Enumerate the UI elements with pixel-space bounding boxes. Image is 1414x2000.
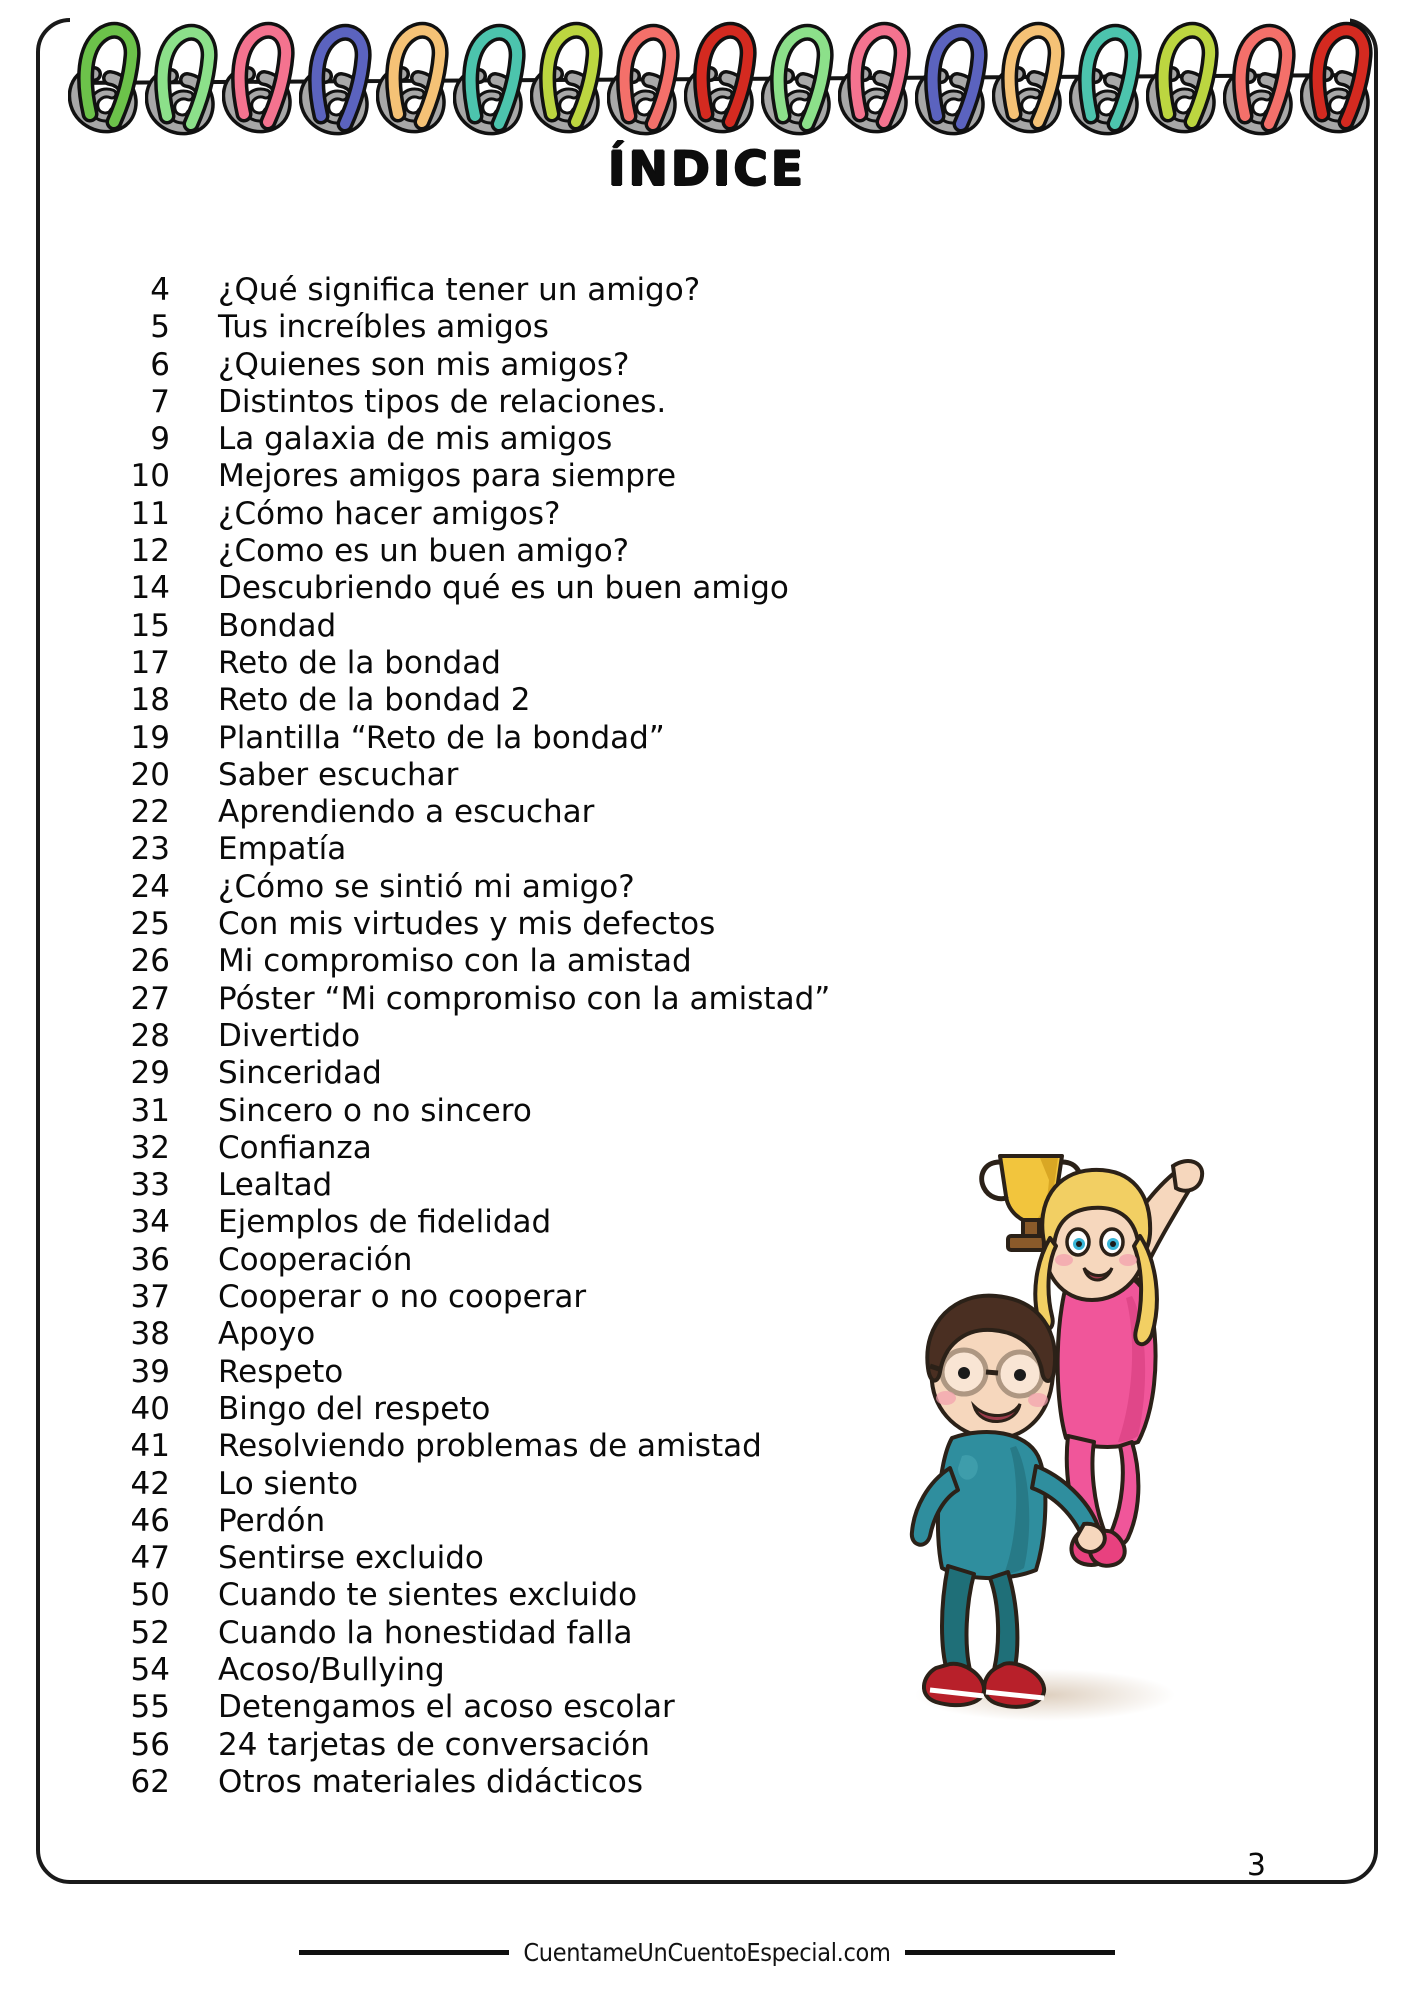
toc-entry-page: 18 bbox=[130, 682, 170, 719]
spiral-ring bbox=[222, 18, 296, 136]
toc-entry-label: Bondad bbox=[218, 607, 337, 644]
toc-entry-label: Sentirse excluido bbox=[218, 1540, 484, 1577]
footer-rule-right bbox=[905, 1950, 1115, 1955]
toc-entry-label: Cuando te sientes excluido bbox=[218, 1577, 638, 1614]
toc-entry-label: Saber escuchar bbox=[218, 756, 459, 793]
toc-entry-label: Mejores amigos para siempre bbox=[218, 458, 677, 495]
spiral-ring bbox=[1223, 20, 1297, 138]
toc-entry-label: Reto de la bondad 2 bbox=[218, 682, 531, 719]
toc-entry[interactable] bbox=[96, 421, 996, 458]
toc-entry-page: 7 bbox=[150, 383, 170, 420]
toc-entry-label: Perdón bbox=[218, 1502, 326, 1539]
toc-entry-label: Detengamos el acoso escolar bbox=[218, 1689, 675, 1726]
toc-entry-label: Sincero o no sincero bbox=[218, 1092, 532, 1129]
toc-entry-page: 41 bbox=[130, 1428, 170, 1465]
toc-entry-page: 52 bbox=[130, 1614, 170, 1651]
toc-entry-page: 36 bbox=[130, 1241, 170, 1278]
toc-entry-label: Resolviendo problemas de amistad bbox=[218, 1428, 762, 1465]
page-number: 3 bbox=[1246, 1848, 1266, 1883]
toc-entry[interactable] bbox=[96, 1727, 996, 1764]
toc-entry[interactable] bbox=[96, 458, 996, 495]
toc-entry-page: 26 bbox=[130, 943, 170, 980]
toc-entry-page: 29 bbox=[130, 1055, 170, 1092]
toc-entry-label: Cooperación bbox=[218, 1241, 413, 1278]
toc-entry-label: Aprendiendo a escuchar bbox=[218, 794, 595, 831]
footer-site-text: CuentameUnCuentoEspecial.com bbox=[523, 1938, 891, 1967]
spiral-ring bbox=[607, 20, 681, 138]
toc-entry[interactable] bbox=[96, 906, 996, 943]
toc-entry-page: 55 bbox=[130, 1689, 170, 1726]
page-title bbox=[0, 142, 1414, 197]
toc-entry[interactable] bbox=[96, 1018, 996, 1055]
toc-entry-label: Respeto bbox=[218, 1353, 344, 1390]
toc-entry-label: 24 tarjetas de conversación bbox=[218, 1726, 650, 1763]
toc-entry-page: 37 bbox=[130, 1279, 170, 1316]
toc-entry-page: 17 bbox=[130, 644, 170, 681]
toc-entry-label: Plantilla “Reto de la bondad” bbox=[218, 719, 665, 756]
toc-entry[interactable] bbox=[96, 272, 996, 309]
toc-entry-label: Otros materiales didácticos bbox=[218, 1763, 643, 1800]
spiral-ring bbox=[299, 20, 373, 138]
toc-entry-page: 10 bbox=[130, 458, 170, 495]
toc-entry-page: 33 bbox=[130, 1167, 170, 1204]
toc-entry[interactable] bbox=[96, 533, 996, 570]
toc-entry-label: Empatía bbox=[218, 831, 347, 868]
spiral-ring bbox=[145, 20, 219, 138]
toc-entry-page: 50 bbox=[130, 1577, 170, 1614]
toc-entry[interactable] bbox=[96, 645, 996, 682]
toc-entry-label: Lealtad bbox=[218, 1167, 333, 1204]
toc-entry-label: Acoso/Bullying bbox=[218, 1651, 445, 1688]
toc-entry-page: 34 bbox=[130, 1204, 170, 1241]
toc-entry[interactable] bbox=[96, 869, 996, 906]
toc-entry-label: La galaxia de mis amigos bbox=[218, 421, 613, 458]
toc-entry-page: 62 bbox=[130, 1763, 170, 1800]
toc-entry[interactable] bbox=[96, 309, 996, 346]
toc-entry-page: 20 bbox=[130, 756, 170, 793]
toc-entry-label: Distintos tipos de relaciones. bbox=[218, 383, 667, 420]
toc-entry[interactable] bbox=[96, 794, 996, 831]
spiral-ring bbox=[453, 20, 527, 138]
toc-entry-label: Descubriendo qué es un buen amigo bbox=[218, 570, 789, 607]
illustration-two-children-with-trophy bbox=[840, 1150, 1260, 1730]
spiral-ring bbox=[915, 20, 989, 138]
toc-entry-page: 56 bbox=[130, 1726, 170, 1763]
toc-entry-page: 12 bbox=[130, 533, 170, 570]
toc-entry[interactable] bbox=[96, 384, 996, 421]
toc-entry-page: 39 bbox=[130, 1353, 170, 1390]
toc-entry[interactable] bbox=[96, 570, 996, 607]
toc-entry-page: 47 bbox=[130, 1540, 170, 1577]
toc-entry-label: Mi compromiso con la amistad bbox=[218, 943, 692, 980]
toc-entry-label: Con mis virtudes y mis defectos bbox=[218, 906, 716, 943]
toc-entry-label: Lo siento bbox=[218, 1465, 359, 1502]
spiral-ring bbox=[1146, 18, 1220, 136]
spiral-ring bbox=[838, 18, 912, 136]
footer bbox=[0, 1938, 1414, 1967]
toc-entry-page: 4 bbox=[150, 272, 170, 308]
toc-entry-label: Póster “Mi compromiso con la amistad” bbox=[218, 980, 831, 1017]
toc-entry-page: 6 bbox=[150, 346, 170, 383]
toc-entry-page: 42 bbox=[130, 1465, 170, 1502]
toc-entry-label: ¿Como es un buen amigo? bbox=[218, 533, 630, 570]
toc-entry-label: ¿Qué significa tener un amigo? bbox=[218, 272, 701, 308]
spiral-ring bbox=[684, 18, 758, 136]
toc-entry-label: Bingo del respeto bbox=[218, 1390, 491, 1427]
toc-entry-label: Cooperar o no cooperar bbox=[218, 1279, 587, 1316]
toc-entry-page: 9 bbox=[150, 421, 170, 458]
toc-entry[interactable] bbox=[96, 608, 996, 645]
toc-entry[interactable] bbox=[96, 1764, 996, 1801]
toc-entry[interactable] bbox=[96, 757, 996, 794]
toc-entry-label: Ejemplos de fidelidad bbox=[218, 1204, 552, 1241]
toc-entry-label: Tus increíbles amigos bbox=[218, 309, 549, 346]
toc-entry-page: 22 bbox=[130, 794, 170, 831]
toc-entry-page: 46 bbox=[130, 1502, 170, 1539]
toc-entry-page: 38 bbox=[130, 1316, 170, 1353]
page-title-text: ÍNDICE bbox=[608, 142, 806, 197]
toc-entry-page: 31 bbox=[130, 1092, 170, 1129]
spiral-ring bbox=[992, 18, 1066, 136]
toc-entry-label: Divertido bbox=[218, 1017, 361, 1054]
spiral-ring bbox=[1069, 20, 1143, 138]
spiral-ring bbox=[1300, 18, 1374, 136]
toc-entry[interactable] bbox=[96, 347, 996, 384]
toc-entry-page: 15 bbox=[130, 607, 170, 644]
toc-entry-page: 40 bbox=[130, 1390, 170, 1427]
toc-entry[interactable] bbox=[96, 831, 996, 868]
spiral-binding bbox=[60, 14, 1360, 142]
spiral-ring bbox=[68, 18, 142, 136]
toc-entry-label: ¿Quienes son mis amigos? bbox=[218, 346, 630, 383]
toc-entry-page: 24 bbox=[130, 868, 170, 905]
toc-entry-label: Apoyo bbox=[218, 1316, 316, 1353]
spiral-ring bbox=[761, 20, 835, 138]
toc-entry-page: 28 bbox=[130, 1017, 170, 1054]
toc-entry-page: 27 bbox=[130, 980, 170, 1017]
toc-entry-label: Reto de la bondad bbox=[218, 644, 501, 681]
toc-entry[interactable] bbox=[96, 496, 996, 533]
toc-entry-page: 23 bbox=[130, 831, 170, 868]
spiral-ring bbox=[530, 18, 604, 136]
footer-rule-left bbox=[299, 1950, 509, 1955]
toc-entry[interactable] bbox=[96, 981, 996, 1018]
toc-entry-page: 32 bbox=[130, 1129, 170, 1166]
toc-entry-label: Sinceridad bbox=[218, 1055, 382, 1092]
spiral-ring bbox=[376, 18, 450, 136]
toc-entry-label: ¿Cómo se sintió mi amigo? bbox=[218, 868, 635, 905]
toc-entry-page: 19 bbox=[130, 719, 170, 756]
toc-entry-page: 54 bbox=[130, 1651, 170, 1688]
toc-entry[interactable] bbox=[96, 1055, 996, 1092]
toc-entry-page: 25 bbox=[130, 906, 170, 943]
toc-entry[interactable] bbox=[96, 720, 996, 757]
toc-entry-page: 5 bbox=[150, 309, 170, 346]
toc-entry-label: Cuando la honestidad falla bbox=[218, 1614, 633, 1651]
toc-entry[interactable] bbox=[96, 682, 996, 719]
toc-entry-page: 11 bbox=[130, 495, 170, 532]
toc-entry-label: ¿Cómo hacer amigos? bbox=[218, 495, 561, 532]
toc-entry[interactable] bbox=[96, 1093, 996, 1130]
toc-entry[interactable] bbox=[96, 943, 996, 980]
toc-entry-label: Confianza bbox=[218, 1129, 372, 1166]
toc-entry-page: 14 bbox=[130, 570, 170, 607]
